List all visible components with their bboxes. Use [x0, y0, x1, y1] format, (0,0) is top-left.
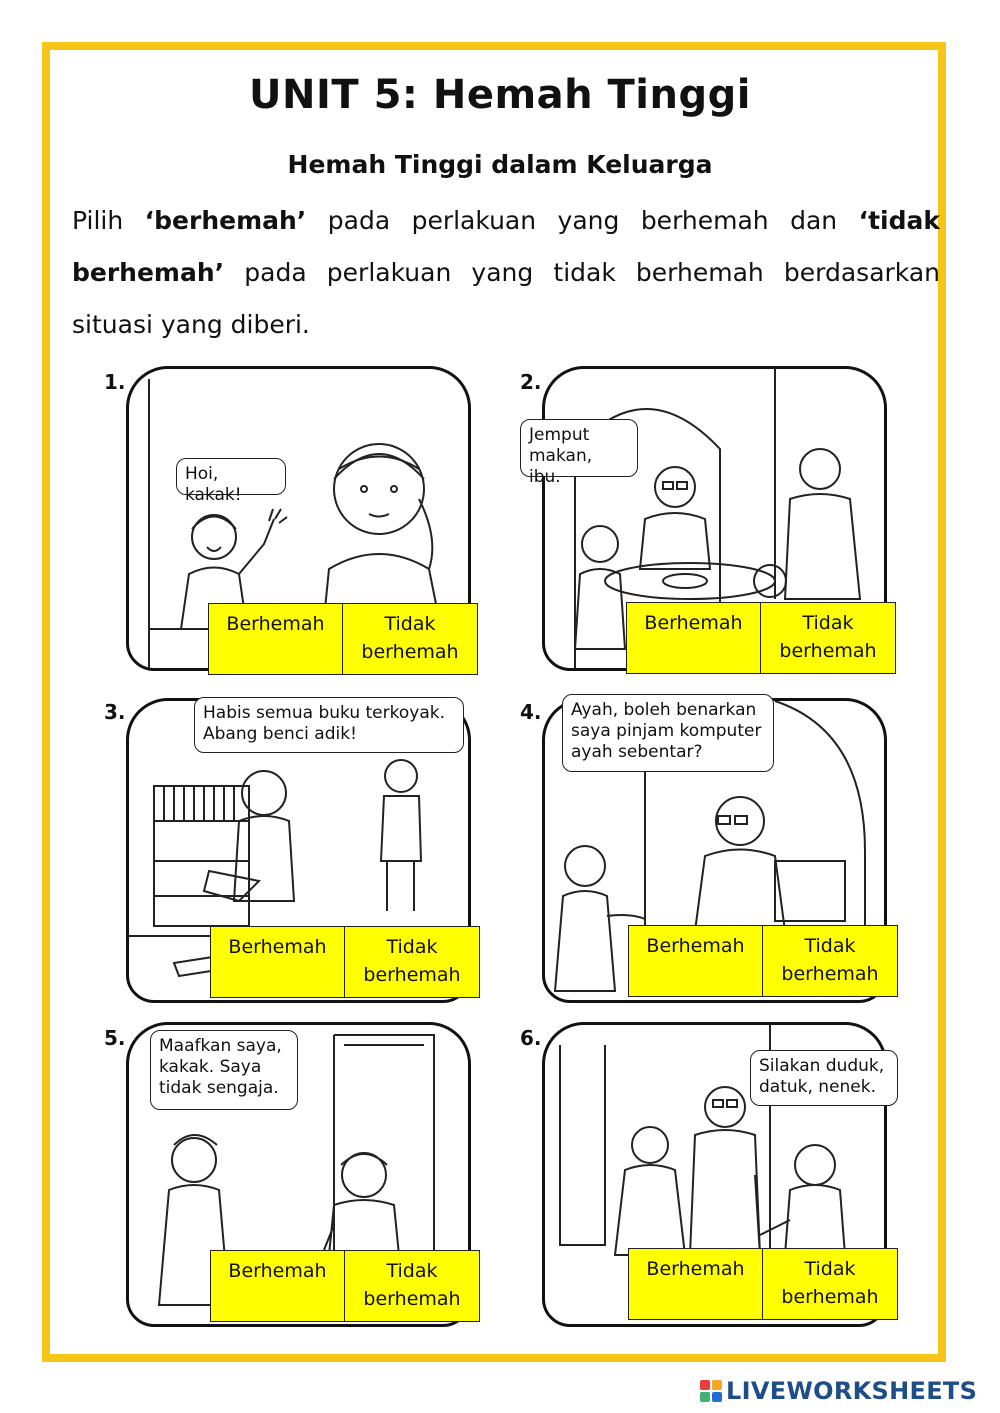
answer-group-4	[628, 925, 898, 997]
panel-number: 2.	[520, 370, 542, 394]
speech-bubble-2: Jemput makan, ibu.	[520, 419, 638, 477]
answer-group-3	[210, 926, 480, 998]
option-tidak-berhemah-6[interactable]: Tidak berhemah	[763, 1248, 898, 1320]
panel-number: 3.	[104, 700, 126, 724]
answer-group-5	[210, 1250, 480, 1322]
option-berhemah-4[interactable]: Berhemah	[628, 925, 763, 997]
brand-name: LIVEWORKSHEETS	[726, 1377, 978, 1405]
speech-bubble-5: Maafkan saya, kakak. Saya tidak sengaja.	[150, 1030, 298, 1110]
option-berhemah-1[interactable]: Berhemah	[208, 603, 343, 675]
instruction-part: pada perlakuan yang tidak berhemah berdasarkan situasi yang diberi.	[72, 258, 940, 339]
option-berhemah-3[interactable]: Berhemah	[210, 926, 345, 998]
panel-number: 1.	[104, 370, 126, 394]
instruction-part: Pilih	[72, 206, 145, 235]
panel-number: 5.	[104, 1026, 126, 1050]
option-tidak-berhemah-4[interactable]: Tidak berhemah	[763, 925, 898, 997]
answer-group-2	[626, 602, 896, 674]
speech-bubble-1: Hoi, kakak!	[176, 458, 286, 495]
answer-group-6	[628, 1248, 898, 1320]
speech-bubble-4: Ayah, boleh benarkan saya pinjam komputer ayah sebentar?	[562, 694, 774, 772]
panel-number: 6.	[520, 1026, 542, 1050]
page-title: UNIT 5: Hemah Tinggi	[249, 72, 751, 118]
option-tidak-berhemah-1[interactable]: Tidak berhemah	[343, 603, 478, 675]
option-tidak-berhemah-2[interactable]: Tidak berhemah	[761, 602, 896, 674]
option-tidak-berhemah-3[interactable]: Tidak berhemah	[345, 926, 480, 998]
answer-group-1	[208, 603, 478, 675]
speech-bubble-6: Silakan duduk, datuk, nenek.	[750, 1050, 898, 1106]
option-tidak-berhemah-5[interactable]: Tidak berhemah	[345, 1250, 480, 1322]
option-berhemah-6[interactable]: Berhemah	[628, 1248, 763, 1320]
liveworksheets-logo-icon	[700, 1380, 722, 1402]
option-berhemah-5[interactable]: Berhemah	[210, 1250, 345, 1322]
panel-number: 4.	[520, 700, 542, 724]
option-berhemah-2[interactable]: Berhemah	[626, 602, 761, 674]
instruction-keyword-berhemah: ‘berhemah’	[144, 206, 307, 235]
instruction-part: pada perlakuan yang berhemah dan	[306, 206, 859, 235]
instruction-text	[72, 195, 940, 351]
liveworksheets-logo	[700, 1376, 977, 1406]
instruction-keyword-tidak-berhemah: ‘tidak berhemah’	[72, 206, 940, 287]
page-subtitle: Hemah Tinggi dalam Keluarga	[287, 150, 713, 179]
speech-bubble-3: Habis semua buku terkoyak. Abang benci adik!	[194, 697, 464, 753]
